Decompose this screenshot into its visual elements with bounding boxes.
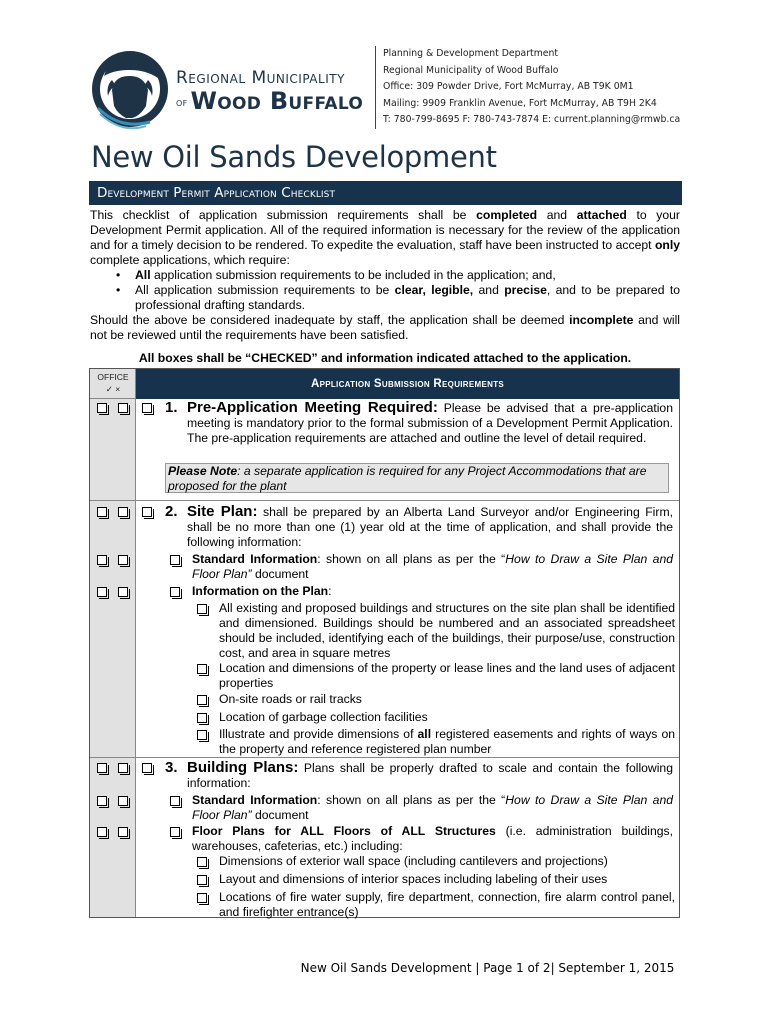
text: (i.e. administration buildings, warehouses, cafeterias, etc.) including:	[192, 824, 673, 853]
site-plan-sub-item: Location and dimensions of the property or lease lines and the land uses of adjacent properties	[219, 661, 675, 690]
text: to your Development Permit application. All of the required information is necessary for the review of the application and for a timely decision to be rendered. To expedite the evaluation, staff have been instructed to accept	[90, 208, 680, 252]
item-heading: Site Plan:	[187, 503, 258, 520]
intro-paragraph	[90, 313, 680, 343]
site-plan-info-on-plan	[192, 584, 673, 599]
requirements-bullets	[90, 268, 680, 313]
text: : shown on all plans as per the “	[317, 793, 506, 807]
building-plans-sub-item: Layout and dimensions of interior spaces including labeling of their uses	[219, 872, 608, 886]
org-name-wood-buffalo: Wood Buffalo	[190, 87, 364, 115]
applicant-checkbox[interactable]	[142, 763, 152, 773]
text: and	[537, 208, 577, 222]
bullet-item	[90, 268, 680, 283]
text-bold: Standard Information	[192, 793, 318, 807]
intro-paragraph	[90, 208, 680, 268]
office-marks: ✓ ×	[105, 384, 121, 394]
office-label: OFFICE	[97, 372, 129, 382]
section-title-bar	[89, 181, 682, 205]
text-bold: Information on the Plan	[192, 584, 329, 598]
office-check-box[interactable]	[97, 763, 107, 773]
bullet-icon: •	[116, 283, 121, 297]
note-text: : a separate application is required for any Project Accommodations that are proposed for the plant	[168, 464, 647, 493]
office-x-box[interactable]	[118, 507, 128, 517]
text-italic: How to Draw a Site Plan and Floor Plan”	[192, 552, 674, 581]
text: document	[251, 808, 309, 822]
page-footer: New Oil Sands Development | Page 1 of 2| September 1, 2015	[300, 961, 675, 975]
office-x-box[interactable]	[118, 555, 128, 565]
item-body: Plans shall be properly drafted to scale and contain the following information:	[187, 761, 673, 790]
rmwb-logo	[90, 46, 170, 132]
building-plans-sub-item: Locations of fire water supply, fire department, connection, fire alarm control panel, and firefighter entrance(s)	[219, 890, 675, 919]
text: and will not be reviewed until the requirements have been satisfied.	[90, 313, 681, 342]
building-plans-floor-plans	[192, 824, 673, 854]
site-plan-sub-item: All existing and proposed buildings and structures on the site plan shall be identified and dimensioned. Buildings should be numbered and an associated spreadsheet should be included, identifying each of the buildings, their purpose/use, construction cost, and area in square metres	[219, 601, 675, 660]
text-bold: All	[135, 268, 151, 282]
contact-line: Mailing: 9909 Franklin Avenue, Fort McMurray, AB T9H 2K4	[383, 97, 657, 109]
text: Illustrate and provide dimensions of	[219, 727, 418, 741]
applicant-checkbox[interactable]	[170, 555, 180, 565]
row-divider	[90, 757, 679, 758]
all-boxes-instruction: All boxes shall be “CHECKED” and information indicated attached to the application.	[138, 351, 632, 365]
office-x-box[interactable]	[118, 827, 128, 837]
applicant-checkbox[interactable]	[170, 827, 180, 837]
item-site-plan	[187, 504, 673, 550]
item-heading: Pre-Application Meeting Required:	[187, 399, 438, 416]
office-check-box[interactable]	[97, 555, 107, 565]
text: and	[473, 283, 505, 297]
applicant-checkbox[interactable]	[197, 713, 207, 723]
applicant-checkbox[interactable]	[197, 893, 207, 903]
applicant-checkbox[interactable]	[170, 587, 180, 597]
office-check-box[interactable]	[97, 796, 107, 806]
site-plan-sub-item	[219, 727, 675, 757]
office-x-box[interactable]	[118, 587, 128, 597]
text: complete applications, which require:	[90, 253, 290, 267]
contact-line: Planning & Development Department	[383, 48, 559, 59]
contact-line: Regional Municipality of Wood Buffalo	[383, 64, 559, 76]
bullet-item	[90, 283, 680, 313]
org-name-line1: Regional Municipality	[176, 68, 345, 88]
office-check-box[interactable]	[97, 403, 107, 413]
text: application submission requirements to be included in the application; and,	[150, 268, 556, 282]
office-check-box[interactable]	[97, 587, 107, 597]
text-italic: How to Draw a Site Plan and Floor Plan”	[192, 793, 674, 822]
text-bold: only	[654, 238, 680, 252]
text-bold: attached	[576, 208, 627, 222]
text: This checklist of application submission requirements shall be	[90, 208, 477, 222]
organization-name	[176, 68, 363, 114]
applicant-checkbox[interactable]	[197, 857, 207, 867]
text: :	[328, 584, 332, 598]
item-number: 2.	[165, 503, 178, 520]
applicant-checkbox[interactable]	[197, 695, 207, 705]
document-title: New Oil Sands Development	[91, 140, 497, 174]
text: document	[251, 567, 309, 581]
text-bold: Floor Plans for ALL Floors of ALL Structures	[192, 824, 496, 838]
text-bold: all	[417, 727, 432, 741]
item-building-plans	[187, 760, 673, 791]
requirements-header-label: Application Submission Requirements	[310, 378, 505, 390]
contact-block	[375, 46, 680, 129]
org-name-line2	[176, 88, 363, 114]
building-plans-sub-item: Dimensions of exterior wall space (including cantilevers and projections)	[219, 854, 608, 868]
item-body: Please be advised that a pre-application meeting is mandatory prior to the formal submission of a Development Permit Application. The pre-application requirements are attached and outline the level of detail required.	[187, 401, 673, 445]
item-heading: Building Plans:	[187, 759, 299, 776]
intro-text	[90, 208, 680, 343]
office-header	[90, 369, 136, 399]
office-check-box[interactable]	[97, 827, 107, 837]
applicant-checkbox[interactable]	[142, 403, 152, 413]
item-body: shall be prepared by an Alberta Land Surveyor and/or Engineering Firm, shall be no more than one (1) year old at the time of application, and shall provide the following information:	[187, 505, 673, 549]
row-divider	[90, 500, 679, 501]
note-label: Please Note	[168, 464, 238, 478]
site-plan-sub-item: On-site roads or rail tracks	[219, 692, 362, 706]
text-bold: completed	[476, 208, 538, 222]
applicant-checkbox[interactable]	[197, 875, 207, 885]
applicant-checkbox[interactable]	[197, 604, 207, 614]
requirements-header	[136, 369, 679, 399]
section-title: Development Permit Application Checklist	[97, 185, 336, 201]
item-pre-application	[187, 400, 673, 446]
text: registered easements and rights of ways on the property and reference registered plan number	[219, 727, 676, 756]
applicant-checkbox[interactable]	[170, 796, 180, 806]
site-plan-standard-info	[192, 552, 673, 582]
building-plans-standard-info	[192, 793, 673, 823]
item-number: 3.	[165, 759, 178, 776]
text-bold: incomplete	[569, 313, 634, 327]
text: , and to be prepared to professional drafting standards.	[135, 283, 680, 312]
please-note-box	[165, 463, 669, 493]
office-x-box[interactable]	[118, 796, 128, 806]
text-bold: precise	[504, 283, 547, 297]
office-x-box[interactable]	[118, 763, 128, 773]
text: : shown on all plans as per the “	[317, 552, 506, 566]
site-plan-sub-item: Location of garbage collection facilities	[219, 710, 428, 724]
applicant-checkbox[interactable]	[142, 507, 152, 517]
org-name-of: of	[176, 96, 188, 109]
office-check-box[interactable]	[97, 507, 107, 517]
contact-line: T: 780-799-8695 F: 780-743-7874 E: current.planning@rmwb.ca	[383, 114, 681, 126]
requirements-table	[89, 368, 680, 918]
text-bold: Standard Information	[192, 552, 318, 566]
contact-line: Office: 309 Powder Drive, Fort McMurray, AB T9K 0M1	[383, 81, 634, 93]
item-number: 1.	[165, 399, 178, 416]
applicant-checkbox[interactable]	[197, 664, 207, 674]
applicant-checkbox[interactable]	[197, 730, 207, 740]
text: All application submission requirements to be	[135, 283, 395, 297]
bullet-icon: •	[116, 268, 121, 282]
text-bold: clear, legible,	[394, 283, 474, 297]
text: Should the above be considered inadequate by staff, the application shall be deemed	[90, 313, 570, 327]
office-x-box[interactable]	[118, 403, 128, 413]
